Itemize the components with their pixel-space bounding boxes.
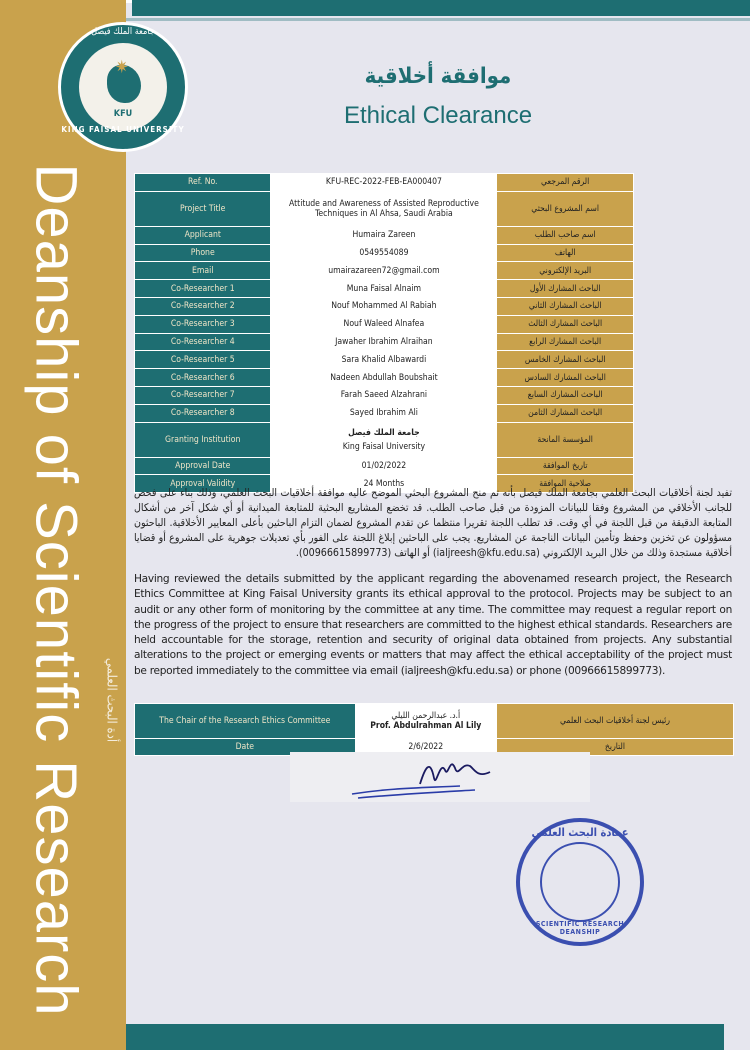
row-label: Ref. No. [135,174,271,192]
row-label: Co-Researcher 4 [135,333,271,351]
seal-arabic-text: عمادة البحث العلمي [531,826,629,839]
table-row [135,351,634,369]
bottom-teal-bar [126,1024,724,1050]
row-value: Farah Saeed Alzahrani [271,386,497,404]
page-title: Ethical Clearance [343,102,533,129]
logo-ring-arabic: جامعة الملك فيصل [91,27,155,37]
logo-ring-english: KING FAISAL UNIVERSITY [61,125,185,134]
vertical-arabic-text: أدة البحث العلمي [103,657,119,743]
row-value: Nadeen Abdullah Boubshait [271,369,497,387]
palm-star-icon: ✷ [115,57,129,78]
row-value: Sayed Ibrahim Ali [271,404,497,422]
row-label-arabic: الباحث المشارك السابع [497,386,634,404]
row-label-arabic: تاريخ الموافقة [497,457,634,475]
date-label-arabic: التاريخ [496,739,733,756]
row-label-arabic: صلاحية الموافقة [497,475,634,493]
row-label: Phone [135,244,271,262]
row-value: Humaira Zareen [271,226,497,244]
date-value: 2/6/2022 [355,739,496,756]
row-value: Muna Faisal Alnaim [271,280,497,298]
row-value: 01/02/2022 [271,457,497,475]
top-teal-bar [132,0,750,16]
table-row [135,704,734,739]
table-row [135,333,634,351]
row-value: Sara Khalid Albawardi [271,351,497,369]
row-label: Co-Researcher 6 [135,369,271,387]
statement-english: Having reviewed the details submitted by the applicant regarding the abovenamed research project, the Research Ethics Committee at King Faisal University grants its ethical approval to the protocol. Projects may be subject to an audit or any other form of monitoring by the committee at any time. The committee may request a regular report on the progress of the project to ensure that researchers are committed to the highest ethical standards. Researchers are held accountable for the storage, retention and security of original data obtained from projects. Any substantial alterations to the project or emerging events or matters that may affect the ethical acceptability of the project must be reported immediately to the committee via email (ialjreesh@kfu.edu.sa) or phone (00966615899773). [134,573,732,677]
chair-name-cell [355,704,496,739]
table-row [135,226,634,244]
signature-icon [350,748,500,804]
row-value-arabic: جامعة الملك فيصل [348,427,420,438]
clearance-info-table [134,173,634,493]
row-label-arabic: الباحث المشارك الخامس [497,351,634,369]
row-label: Co-Researcher 3 [135,315,271,333]
table-row [135,315,634,333]
row-label-arabic: المؤسسة المانحة [497,422,634,457]
row-label-arabic: اسم صاحب الطلب [497,226,634,244]
statement-arabic: تفيد لجنة أخلاقيات البحث العلمي بجامعة الملك فيصل بأنه تم منح المشروع البحثي الموضح عاليه موافقة أخلاقيات البحث العلمي، وذلك بناء على فحص للجانب الأخلاقي من المشروع وفقا للبيانات المزودة من قبل صاحب الطلب. قد تخضع المشاريع البحثية للمتابعة الميدانية أو أي شكل آخر من أشكال المتابعة الدقيقة من قبل اللجنة في أي وقت. قد تطلب اللجنة تقريرا منتظما عن تقدم المشروع لضمان التزام الباحثين بأعلى المعايير الأخلاقية. الباحثون مسؤولون عن تخزين وحفظ وتأمين البيانات الناجمة عن المشاريع. يجب على الباحثين إبلاغ اللجنة على الفور بأي تعديلات جوهرية على المشروع أو قضايا أخلاقية مستجدة وذلك من خلال البريد الإلكتروني (ialjreesh@kfu.edu.sa) أو الهاتف (00966615899773). [134,487,732,559]
vertical-deanship-text: Deanship of Scientific Research [23,163,89,1017]
vertical-arabic-title [96,420,126,980]
row-label: Granting Institution [135,422,271,457]
vertical-deanship-title [6,163,106,1017]
row-label: Email [135,262,271,280]
row-label-arabic: الباحث المشارك الثالث [497,315,634,333]
row-label: Approval Date [135,457,271,475]
row-value: KFU-REC-2022-FEB-EA000407 [271,174,497,192]
chair-name: Prof. Abdulrahman Al Lily [370,721,482,731]
table-row [135,244,634,262]
deanship-seal [516,818,644,946]
row-label: Approval Validity [135,475,271,493]
table-row [135,262,634,280]
row-label-arabic: الباحث المشارك الثامن [497,404,634,422]
seal-inner-ring [540,842,620,922]
chair-name-arabic: أ.د. عبدالرحمن الليلي [391,711,461,721]
page-title-arabic: موافقة أخلاقية [364,64,512,89]
table-row [135,404,634,422]
row-label: Applicant [135,226,271,244]
chair-label: The Chair of the Research Ethics Committee [135,704,356,739]
row-label: Co-Researcher 7 [135,386,271,404]
row-label: Project Title [135,191,271,226]
row-value: Nouf Mohammed Al Rabiah [271,297,497,315]
row-value [271,422,497,457]
row-value: 0549554089 [271,244,497,262]
row-label: Co-Researcher 8 [135,404,271,422]
table-row [135,386,634,404]
table-row [135,191,634,226]
row-value-english: King Faisal University [342,441,426,452]
row-label-arabic: الباحث المشارك السادس [497,369,634,387]
row-label: Co-Researcher 2 [135,297,271,315]
row-value: 24 Months [271,475,497,493]
table-row [135,422,634,457]
table-row [135,280,634,298]
row-label-arabic: الباحث المشارك الرابع [497,333,634,351]
row-value: Nouf Waleed Alnafea [271,315,497,333]
row-value: umairazareen72@gmail.com [271,262,497,280]
row-label: Co-Researcher 1 [135,280,271,298]
row-label-arabic: الباحث المشارك الثاني [497,297,634,315]
row-label-arabic: الرقم المرجعي [497,174,634,192]
table-row [135,457,634,475]
table-row [135,174,634,192]
row-label-arabic: الباحث المشارك الأول [497,280,634,298]
table-row [135,369,634,387]
row-value: Jawaher Ibrahim Alraihan [271,333,497,351]
row-value: Attitude and Awareness of Assisted Reproductive Techniques in Al Ahsa, Saudi Arabia [271,191,497,226]
seal-english-text: SCIENTIFIC RESEARCH DEANSHIP [535,920,625,936]
table-row [135,297,634,315]
row-label-arabic: الهاتف [497,244,634,262]
row-label-arabic: البريد الإلكتروني [497,262,634,280]
logo-abbreviation: KFU [113,109,133,119]
row-label-arabic: اسم المشروع البحثي [497,191,634,226]
date-label: Date [135,739,356,756]
chair-label-arabic: رئيس لجنة أخلاقيات البحث العلمي [496,704,733,739]
top-teal-line [126,18,750,21]
row-label: Co-Researcher 5 [135,351,271,369]
